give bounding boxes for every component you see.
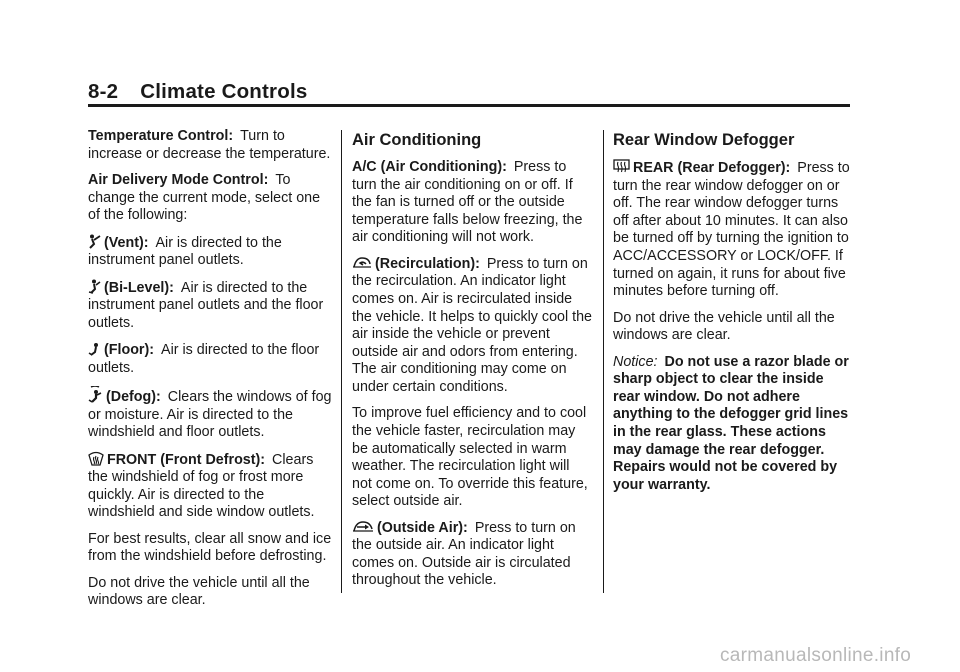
defog-paragraph — [88, 386, 334, 442]
temperature-control-label: Temperature Control: — [88, 128, 234, 144]
fuel-efficiency-paragraph: To improve fuel efficiency and to cool the vehicle faster, recirculation may be automatically selected in warm weather. The recirculation light will not come on. To override this feature, select outside air. — [352, 405, 588, 510]
vent-paragraph — [88, 234, 334, 270]
column-1 — [88, 128, 334, 619]
bilevel-text: Air is directed to the instrument panel outlets and the floor outlets. — [88, 279, 324, 331]
outside-air-paragraph — [352, 520, 592, 590]
header-rule — [88, 104, 850, 107]
recirculation-label: (Recirculation): — [375, 255, 480, 272]
section-title: Climate Controls — [140, 80, 308, 103]
rear-defogger-paragraph — [613, 159, 853, 301]
page-header — [88, 80, 307, 104]
floor-label: (Floor): — [104, 342, 155, 359]
front-defrost-paragraph — [88, 451, 334, 522]
front-defrost-icon — [88, 451, 104, 466]
do-not-drive-paragraph: Do not drive the vehicle until all the windows are clear. — [88, 574, 310, 609]
column-divider-1 — [341, 130, 342, 593]
outside-air-label: (Outside Air): — [377, 519, 468, 536]
recirculation-text: Press to turn on the recirculation. An indicator light comes on. Air is recirculated inside the vehicle. It helps to quickly cool the air inside the vehicle or prevent outside air and odors from entering. The air conditioning may come on under certain conditions. — [352, 255, 593, 395]
ac-paragraph — [352, 159, 592, 247]
bilevel-label: (Bi-Level): — [104, 279, 174, 296]
bilevel-paragraph — [88, 279, 334, 333]
air-delivery-text: To change the current mode, select one of the following: — [88, 171, 321, 224]
recirculation-icon — [352, 256, 372, 270]
air-conditioning-heading: Air Conditioning — [352, 131, 482, 149]
do-not-drive-rear-paragraph: Do not drive the vehicle until all the windows are clear. — [613, 309, 835, 344]
notice-text: Do not use a razor blade or sharp object to clear the inside rear window. Do not adhere anything to the defogger grid lines in the rear glass. These actions may damage the rear defogger. Repairs would not be covered by your warranty. — [613, 353, 849, 493]
rear-window-defogger-heading: Rear Window Defogger — [613, 131, 795, 149]
vent-mode-icon — [88, 234, 101, 249]
floor-paragraph — [88, 341, 334, 377]
notice-paragraph — [613, 354, 853, 495]
vent-text: Air is directed to the instrument panel outlets. — [88, 234, 282, 269]
front-defrost-label: FRONT (Front Defrost): — [107, 451, 266, 468]
vent-label: (Vent): — [104, 234, 149, 251]
page-number: 8-2 — [88, 80, 119, 103]
notice-label: Notice: — [613, 353, 658, 370]
outside-air-text: Press to turn on the outside air. An indicator light comes on. Outside air is circulated throughout the vehicle. — [352, 519, 576, 589]
outside-air-icon — [352, 520, 374, 534]
defog-text: Clears the windows of fog or moisture. Air is directed to the windshield and floor outlets. — [88, 389, 332, 441]
defog-mode-icon — [88, 386, 103, 403]
watermark: carmanualsonline.info — [720, 645, 912, 666]
best-results-paragraph: For best results, clear all snow and ice from the windshield before defrosting. — [88, 530, 332, 565]
temperature-control-paragraph — [88, 128, 334, 163]
defog-label: (Defog): — [106, 389, 161, 406]
floor-mode-icon — [88, 341, 101, 356]
floor-text: Air is directed to the floor outlets. — [88, 342, 320, 376]
rear-defogger-icon — [613, 159, 630, 174]
temperature-control-text: Turn to increase or decrease the temperature. — [88, 128, 331, 162]
air-delivery-label: Air Delivery Mode Control: — [88, 171, 269, 188]
column-2 — [352, 128, 592, 599]
ac-text: Press to turn the air conditioning on or off. If the fan is turned off or the outside temperature falls below freezing, the air conditioning will not work. — [352, 159, 583, 246]
ac-label: A/C (Air Conditioning): — [352, 159, 507, 175]
rear-defogger-label: REAR (Rear Defogger): — [633, 160, 791, 176]
front-defrost-text: Clears the windshield of fog or frost more quickly. Air is directed to the windshield and side window outlets. — [88, 451, 315, 521]
column-divider-2 — [603, 130, 604, 593]
column-3 — [613, 128, 853, 503]
recirculation-paragraph — [352, 256, 592, 397]
rear-defogger-text: Press to turn the rear window defogger on or off. The rear window defogger turns off after about 10 minutes. It can also be turned off by turning the ignition to ACC/ACCESSORY or LOCK/OFF. If turned on again, it runs for about five minutes before turning off. — [613, 160, 850, 300]
bilevel-mode-icon — [88, 279, 101, 294]
air-delivery-paragraph — [88, 172, 334, 225]
